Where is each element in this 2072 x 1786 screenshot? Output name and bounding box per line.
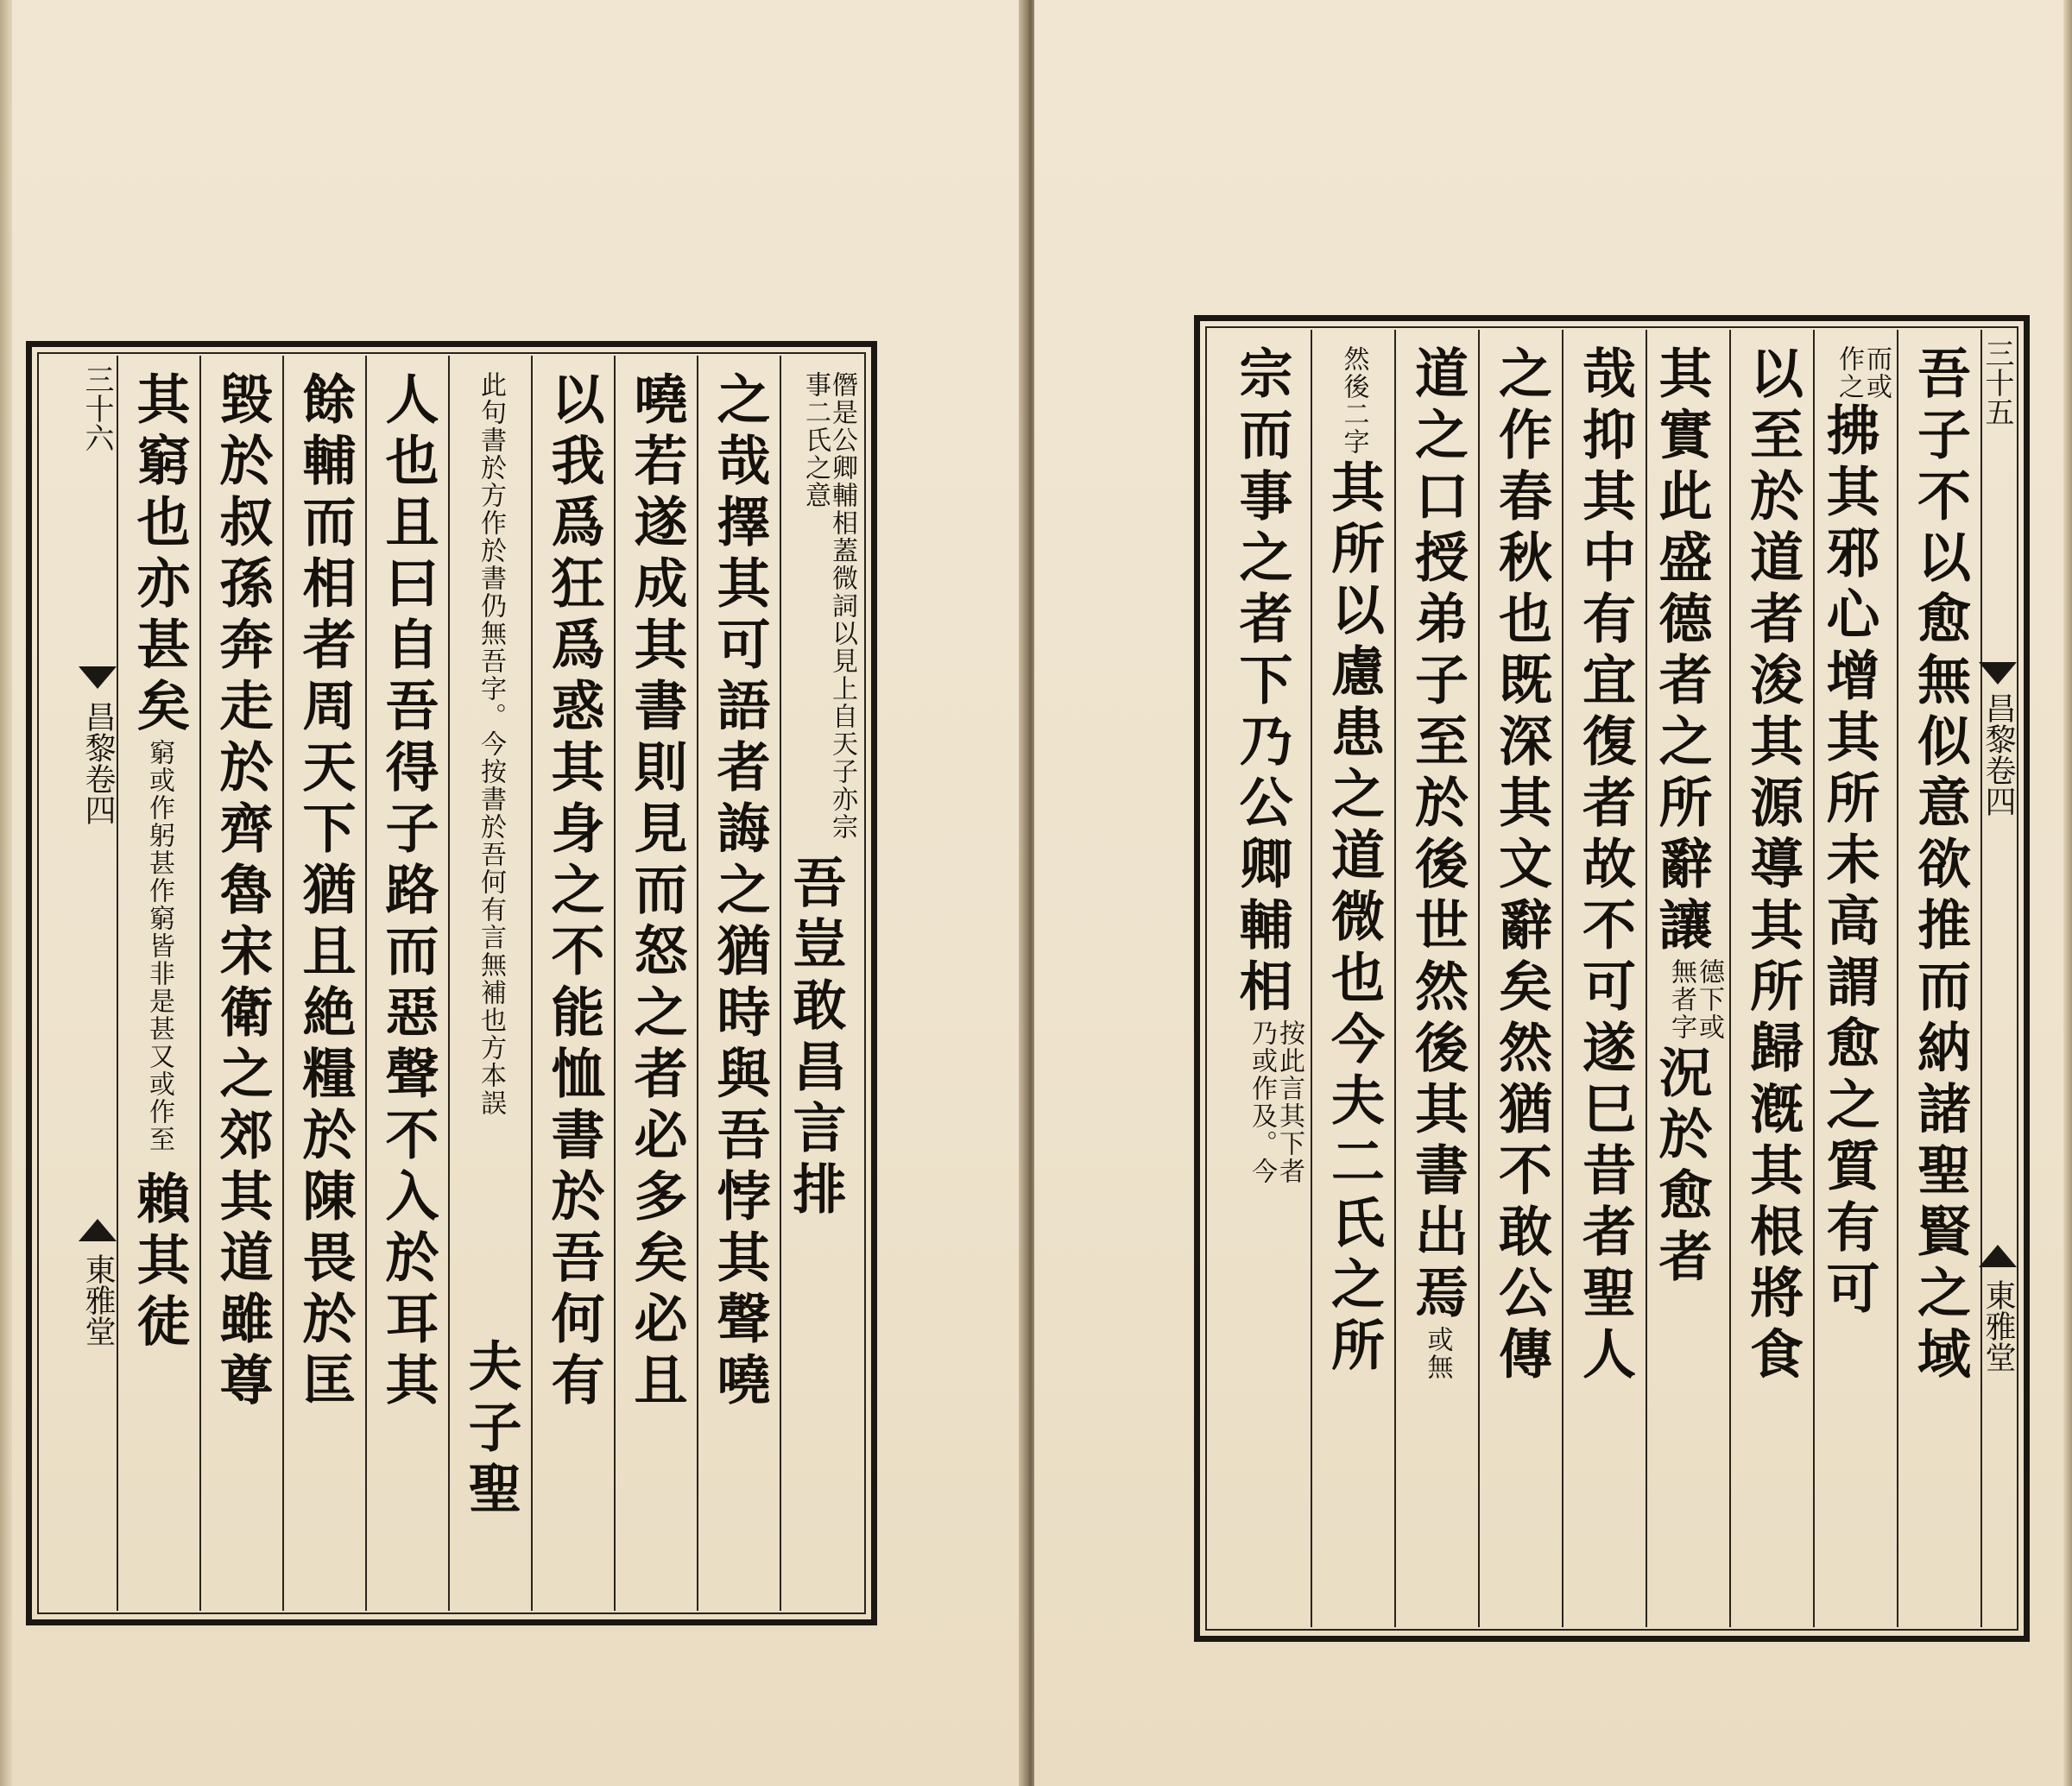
left-column-1-text [784,356,857,1222]
main-text: 其實此盛德者之所辭讓 [1650,345,1713,958]
annotation: 而或作之 [1834,345,1892,401]
main-text: 餘輔而相者周天下猶且絶糧於陳畏於匡 [294,371,357,1413]
main-text: 夫子聖 [459,1338,522,1522]
right-column-6 [1478,330,1562,1627]
annotation: 然後二字 [1338,345,1369,456]
left-text-columns [41,356,862,1611]
left-column-9 [117,356,199,1611]
main-text: 以我爲狂爲惑其身之不能恤書於吾何有 [542,371,605,1413]
left-column-2 [697,356,780,1611]
fish-tail-mark [1979,1245,2017,1267]
right-column-1 [1897,330,1980,1627]
center-title: 昌黎卷四 [80,701,116,825]
publisher: 東雅堂 [1980,1279,2016,1373]
main-text: 之作春秋也既深其文辭矣然猶不敢公傳 [1489,345,1553,1387]
right-column-9 [1227,330,1311,1627]
right-page [1034,0,2072,1786]
left-fold-margin [79,356,117,1611]
right-page-edge [2063,0,2072,1786]
right-print-frame [1194,315,2030,1642]
main-text: 拂其邪心增其所未高謂愈之質有可 [1817,402,1880,1322]
main-text: 以至於道者浚其源導其所歸漑其根將食 [1740,345,1804,1387]
fish-tail-mark [1979,662,2017,685]
left-column-8 [199,356,282,1611]
right-column-7 [1394,330,1478,1627]
left-print-frame [26,341,877,1625]
main-text: 毀於叔孫奔走於齊魯宋衛之郊其道雖尊 [211,371,274,1413]
main-text: 吾豈敢昌言排 [784,855,847,1222]
main-text: 其窮也亦甚矣 [128,371,191,739]
annotation: 按此言其下者乃或作及。今 [1247,1019,1304,1185]
main-text: 其所以慮患之道微也今夫二氏之所 [1322,459,1386,1379]
main-text: 宗而事之者下乃公卿輔相 [1230,345,1293,1019]
right-column-3 [1729,330,1813,1627]
left-page [0,0,1024,1786]
left-column-3 [614,356,697,1611]
right-text-columns [1209,330,2015,1627]
left-column-4 [531,356,614,1611]
main-text: 吾子不以愈無似意欲推而納諸聖賢之域 [1908,345,1972,1387]
left-column-5 [448,356,531,1611]
right-column-4-text [1650,330,1724,1290]
page-number: 三十六 [79,364,114,452]
right-column-2 [1813,330,1897,1627]
annotation: 此句書於方作於書仍無吾字。今按書於吾何有言無補也方本誤 [476,371,506,1117]
main-text: 道之口授弟子至於後世然後其書出焉 [1406,345,1469,1326]
left-page-edge [0,0,12,1786]
annotation: 僭是公卿輔相蓋微詞以見上自天子亦宗事二氏之意 [800,371,857,841]
right-column-8-text [1322,330,1386,1379]
right-column-9-text [1230,330,1304,1192]
page-number: 三十五 [1980,338,2014,426]
right-fold-margin [1980,330,2015,1627]
fish-tail-mark [79,1219,117,1241]
publisher: 東雅堂 [80,1253,116,1347]
right-column-7-text [1406,330,1469,1383]
right-column-2-text [1817,330,1892,1322]
main-text: 之哉擇其可語者誨之猶時與吾悖其聲嘵 [708,371,771,1413]
center-title: 昌黎卷四 [1980,692,2016,817]
main-text: 賴其徒 [128,1171,191,1354]
left-column-6 [365,356,448,1611]
fish-tail-mark [79,666,117,689]
right-column-4 [1646,330,1729,1627]
annotation: 或無 [1422,1326,1453,1381]
annotation: 德下或無者字 [1666,958,1724,1041]
left-column-5-text [459,356,522,1522]
main-text: 人也且曰自吾得子路而惡聲不入於耳其 [376,371,439,1413]
left-column-7 [282,356,365,1611]
left-column-1 [780,356,862,1611]
main-text: 嘵若遂成其書則見而怒之者必多矣必且 [625,371,688,1413]
right-column-8 [1311,330,1394,1627]
left-column-9-text [128,356,191,1354]
main-text: 哉抑其中有宜復者故不可遂巳昔者聖人 [1573,345,1637,1387]
main-text: 況於愈者 [1650,1044,1713,1290]
annotation: 窮或作躬甚作窮皆非是甚又或作至 [144,739,174,1153]
right-column-5 [1562,330,1646,1627]
